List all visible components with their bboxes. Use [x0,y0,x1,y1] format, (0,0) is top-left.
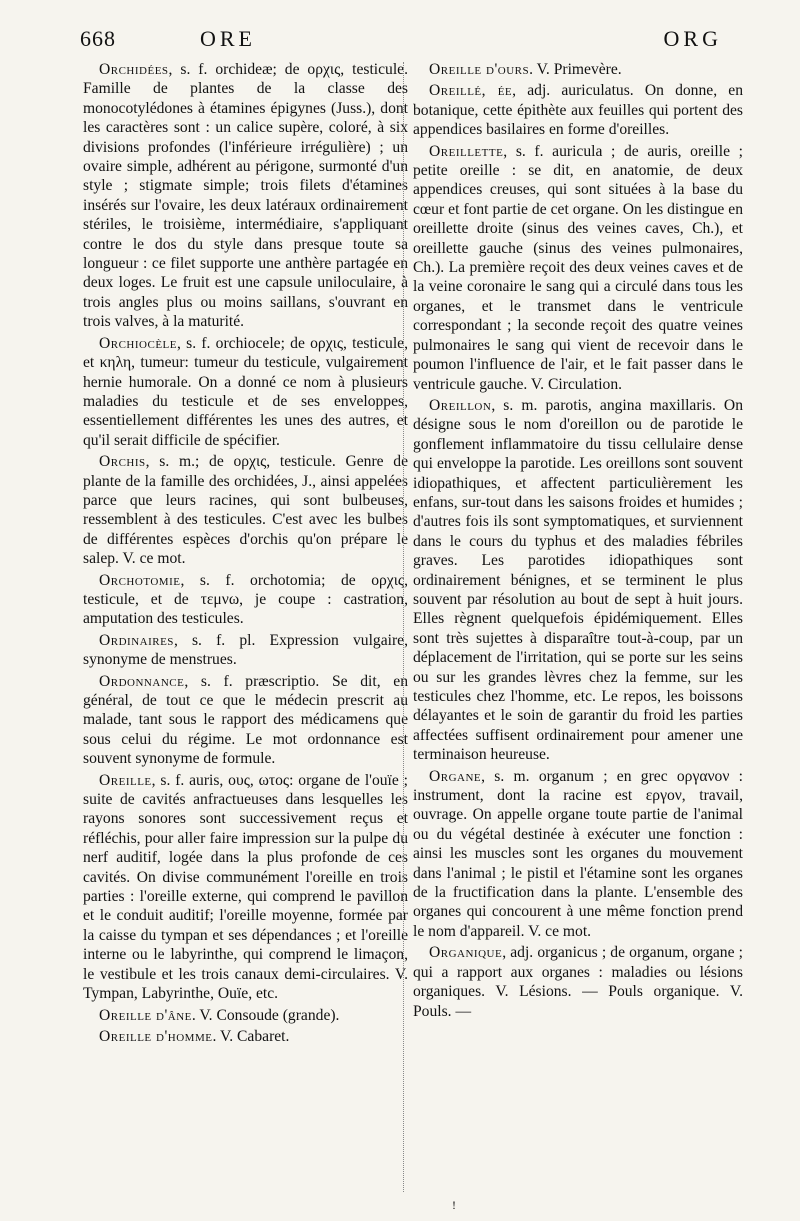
dictionary-entry [413,767,743,942]
entry-text: , s. m.; de ορχις, testicule. Genre de plante de la famille des orchidées, J., ainsi appelées parce que leurs racines, qui sont bulbeuses, ressemblent à des testicules. C'est avec les bulbes de différentes espèces d'orchis qu'on prépare le salep. V. ce mot. [83,453,408,568]
entry-headword: Orchidées [99,61,169,78]
entry-text: , s. f. pl. Expression vulgaire, synonyme de menstrues. [83,631,408,669]
entry-text: , adj. organicus ; de organum, organe ; qui a rapport aux organes : maladies ou lésions organiques. V. Lésions. — Pouls organique. V. Pouls. — [413,944,743,1020]
entry-headword: Organique [429,944,503,962]
entry-text: , s. m. parotis, angina maxillaris. On désigne sous le nom d'oreillon ou de parotide le gonflement inflammatoire du tissu cellulaire dense qui enveloppe la parotide. Les oreillons sont souvent idiopathiques, et affectent particulièrement les enfans, sur-tout dans les saisons froides et humides ; d'autres fois ils sont symptomatiques, et surviennent dans le cours du typhus et des maladies fébriles graves. Les parotides idiopathiques sont ordinairement bénignes, et se terminent le plus souvent par résolution au bout de sept à huit jours. Elles règnent quelquefois épidémiquement. Elles sont très sujettes à disparaître tout-à-coup, par un déplacement de l'irritation, qui se porte sur les seins ou sur les grandes lèvres chez la femme, sur les testicules chez l'homme, etc. Le repos, les boissons délayantes et le soin de garantir du froid les parties affectées suffisent ordinairement pour amener une terminaison heureuse. [413,396,743,764]
right-column [413,60,743,1023]
left-column [83,60,408,1048]
entry-headword: Orchis [99,453,146,471]
entry-headword: Oreille d'homme [99,1027,213,1045]
entry-text: . V. Cabaret. [212,1027,290,1045]
header-left-word: ORE [200,26,256,51]
entry-headword: Oreillé, ée [429,82,513,100]
dictionary-entry [413,142,743,394]
dictionary-entry [413,60,743,79]
footer-mark: ! [452,1198,456,1212]
entry-headword: Oreillette [429,142,504,160]
dictionary-entry [83,1006,408,1025]
dictionary-entry [413,396,743,765]
dictionary-entry [83,60,408,332]
entry-text: , adj. auriculatus. On donne, en botanique, cette épithète aux feuilles qui portent des appendices basilaires en forme d'oreilles. [413,82,743,139]
entry-text: . V. Consoude (grande). [191,1006,340,1024]
page-number: 668 [80,26,116,51]
entry-headword: Oreille [99,771,152,789]
running-header [80,26,742,56]
dictionary-entry [83,334,408,450]
dictionary-entry [83,672,408,769]
dictionary-entry [83,771,408,1004]
dictionary-entry [413,81,743,139]
dictionary-entry [413,943,743,1021]
entry-headword: Orchotomie [99,571,181,589]
column-divider [403,62,404,1192]
entry-text: , s. f. orchideæ; de ορχις, testicule. Famille de plantes de la classe des monocotylédones à étamines épigynes (Juss.), dont les caractères sont : un calice supère, coloré, à six divisions profondes (l'inférieure irrégulière) ; un ovaire simple, adhérent au périgone, surmonté d'un style ; stigmate simple; trois filets d'étamines insérés sur l'ovaire, les deux latéraux ordinairement stériles, le troisième, intermédiaire, s'appliquant contre le dos du style dans presque toute sa longueur : ce filet supporte une anthère partagée en deux loges. Le fruit est une capsule uniloculaire, à trois angles plus ou moins saillans, s'ouvrant en trois valves, à la maturité. [83,61,408,331]
dictionary-entry [83,631,408,670]
dictionary-entry [83,571,408,629]
entry-text: , s. f. auris, ους, ωτος: organe de l'ouïe ; suite de cavités anfractueuses dans lesquelles les rayons sonores sont successivement reçus et réfléchis, pour aller faire impression sur la pulpe du nerf auditif, logée dans la plus profonde de ces cavités. On divise communément l'oreille en trois parties : l'oreille externe, qui comprend le pavillon et le conduit auditif; l'oreille moyenne, formée par la caisse du tympan et ses dépendances ; et l'oreille interne ou le labyrinthe, qui comprend le limaçon, le vestibule et les trois canaux demi-circulaires. V. Tympan, Labyrinthe, Ouïe, etc. [83,771,408,1003]
entry-text: , s. f. præscriptio. Se dit, en général, de tout ce que le médecin prescrit au malade, tant sous le rapport des médicamens que sous celui du régime. Le mot ordonnance est souvent synonyme de formule. [83,672,408,768]
entry-text: , s. f. auricula ; de auris, oreille ; petite oreille : se dit, en anatomie, de deux appendices creuses, qui sont situées à la base du cœur et font partie de cet organe. On les distingue en oreillette droite (sinus des veines caves, Ch.), et oreillette gauche (sinus des veines pulmonaires, Ch.). La première reçoit des deux veines caves et de la veine coronaire le sang qui a circulé dans tous les organes, et le transmet dans le ventricule correspondant ; la seconde reçoit des quatre veines pulmonaires le sang qui vient de recevoir dans le poumon l'influence de l'air, et le fait passer dans le ventricule gauche. V. Circulation. [413,142,743,393]
dictionary-entry [83,452,408,568]
entry-headword: Oreille d'ours [429,61,530,78]
entry-text: , s. m. organum ; en grec οργανον : instrument, dont la racine est εργον, travail, ouvrage. On appelle organe toute partie de l'animal ou du végétal destinée à exécuter une fonction : ainsi les muscles sont les organes du mouvement dans l'animal ; le pistil et l'étamine sont les organes de la fructification dans la plante. L'ensemble des organes qui concourent à une même fonction prend le nom d'appareil. V. ce mot. [413,767,743,940]
entry-text: . V. Primevère. [529,61,622,78]
entry-headword: Ordinaires [99,631,174,649]
dictionary-entry [83,1027,408,1046]
entry-text: , s. f. orchotomia; de ορχις, testicule, et de τεμνω, je coupe : castration, amputation des testicules. [83,571,408,628]
entry-headword: Organe [429,767,482,785]
entry-headword: Ordonnance [99,672,185,690]
entry-text: , s. f. orchiocele; de ορχις, testicule, et κηλη, tumeur: tumeur du testicule, vulgairement hernie humorale. On a donné ce nom à plusieurs maladies du testicule et de ses enveloppes, essentiellement différentes les unes des autres, et qu'il serait difficile de spécifier. [83,334,408,449]
entry-headword: Orchiocèle [99,334,177,352]
entry-headword: Oreille d'âne [99,1006,192,1024]
entry-headword: Oreillon [429,396,492,414]
header-right-word: ORG [663,26,722,51]
